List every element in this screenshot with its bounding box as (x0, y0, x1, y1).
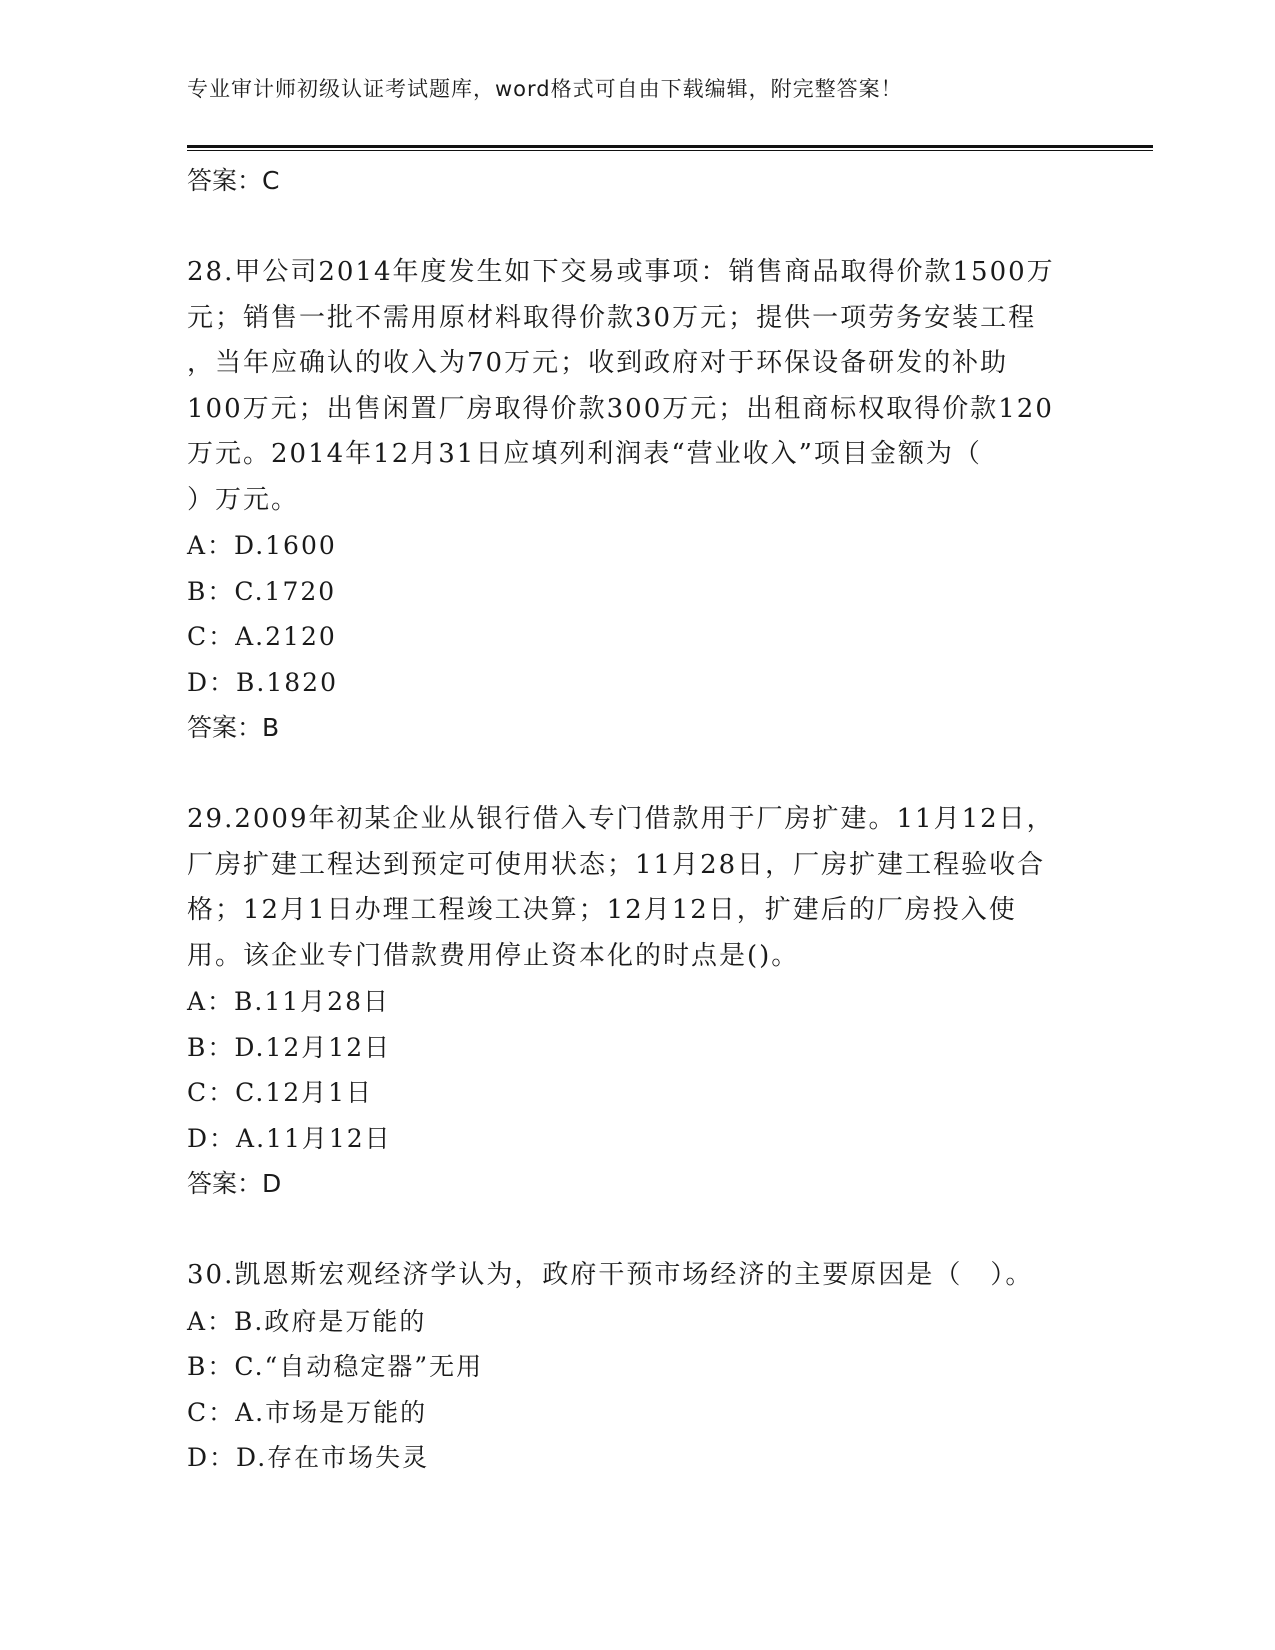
question-28-option-c: C：A.2120 (187, 622, 337, 651)
question-30 (187, 1253, 1087, 1481)
question-30-option-c: C：A.市场是万能的 (187, 1397, 428, 1427)
question-29-option-c: C：C.12月1日 (187, 1078, 374, 1107)
question-29-option-b: B：D.12月12日 (187, 1032, 392, 1062)
question-28-line-4: 100万元；出售闲置厂房取得价款300万元；出租商标权取得价款120 (187, 393, 1054, 424)
question-30-option-a: A：B.政府是万能的 (187, 1306, 427, 1336)
question-30-option-d: D：D.存在市场失灵 (187, 1443, 430, 1472)
question-28-line-1: 28.甲公司2014年度发生如下交易或事项：销售商品取得价款1500万 (187, 257, 1055, 287)
question-28 (187, 250, 1087, 751)
spacer (187, 751, 1087, 797)
question-29-option-a: A：B.11月28日 (187, 987, 390, 1016)
question-content (187, 158, 1087, 1481)
question-28-option-a: A：D.1600 (187, 531, 337, 560)
question-29-option-d: D：A.11月12日 (187, 1123, 392, 1153)
question-28-option-d: D：B.1820 (187, 667, 338, 697)
question-29 (187, 797, 1087, 1207)
question-28-line-6: ）万元。 (187, 484, 300, 515)
question-29-answer: 答案：D (187, 1169, 282, 1198)
question-28-line-5: 万元。2014年12月31日应填列利润表“营业收入”项目金额为（ (187, 439, 982, 469)
previous-answer: 答案：C (187, 166, 280, 195)
spacer (187, 1207, 1087, 1253)
header-rule (187, 145, 1153, 148)
page-header: 专业审计师初级认证考试题库，word格式可自由下载编辑，附完整答案！ (187, 77, 903, 101)
question-28-answer: 答案：B (187, 713, 280, 742)
question-29-line-3: 格；12月1日办理工程竣工决算；12月12日，扩建后的厂房投入使 (187, 895, 1017, 925)
question-28-option-b: B：C.1720 (187, 576, 337, 606)
question-28-line-3: ，当年应确认的收入为70万元；收到政府对于环保设备研发的补助 (187, 348, 1009, 378)
question-28-line-2: 元；销售一批不需用原材料取得价款30万元；提供一项劳务安装工程 (187, 302, 1037, 333)
question-30-option-b: B：C.“自动稳定器”无用 (187, 1352, 484, 1381)
question-29-line-1: 29.2009年初某企业从银行借入专门借款用于厂房扩建。11月12日， (187, 804, 1055, 834)
spacer (187, 204, 1087, 250)
question-29-line-2: 厂房扩建工程达到预定可使用状态；11月28日，厂房扩建工程验收合 (187, 849, 1046, 880)
question-30-line-1: 30.凯恩斯宏观经济学认为，政府干预市场经济的主要原因是（ ）。 (187, 1260, 1034, 1290)
question-29-line-4: 用。该企业专门借款费用停止资本化的时点是()。 (187, 940, 800, 971)
